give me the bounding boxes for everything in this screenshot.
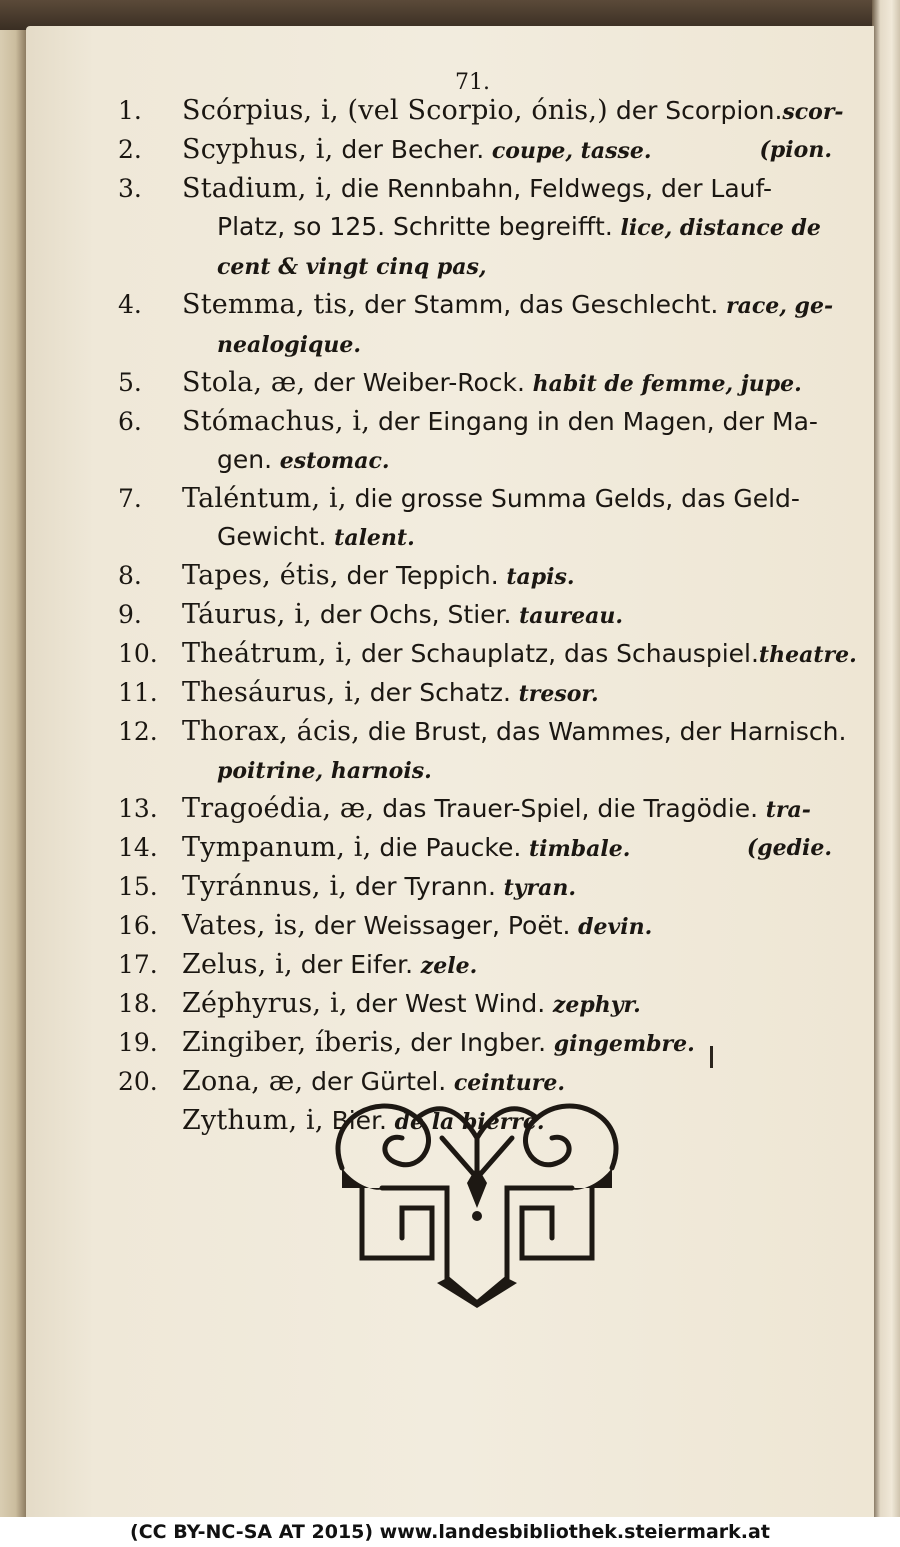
- ornament-vignette-icon: [322, 1078, 632, 1308]
- entry-line: [182, 907, 832, 946]
- entry-number: 4.: [118, 290, 142, 319]
- entry-number: 16.: [118, 911, 158, 940]
- french-translation: lice, distance de: [612, 215, 821, 241]
- french-translation: zephyr.: [545, 992, 641, 1018]
- latin-term: Theátrum, i,: [182, 638, 354, 669]
- french-translation: timbale.: [521, 836, 631, 862]
- entry-number: 6.: [118, 407, 142, 436]
- dictionary-entry: [0, 364, 880, 403]
- dictionary-entry: [0, 403, 880, 480]
- dictionary-entry: [0, 596, 880, 635]
- entry-line: [182, 480, 832, 518]
- french-translation: tapis.: [498, 564, 575, 590]
- latin-term: Zéphyrus, i,: [182, 988, 348, 1019]
- dictionary-entry: [0, 557, 880, 596]
- dictionary-entry: [0, 480, 880, 557]
- entry-number: 11.: [118, 678, 158, 707]
- french-translation: cent & vingt cinq pas,: [217, 254, 487, 280]
- latin-term: Tympanum, i,: [182, 832, 372, 863]
- entry-line: [182, 403, 832, 441]
- german-translation: das Trauer-Spiel, die Tragödie.: [374, 794, 759, 823]
- entry-number: 20.: [118, 1067, 158, 1096]
- vocabulary-list: [0, 92, 880, 1141]
- ink-mark: [710, 1046, 713, 1068]
- entry-line: [182, 286, 832, 325]
- dictionary-entry: [0, 946, 880, 985]
- latin-term: Stadium, i,: [182, 173, 333, 204]
- german-translation: Gewicht.: [217, 522, 327, 551]
- latin-term: Thorax, ácis,: [182, 716, 360, 747]
- latin-term: Zingiber, íberis,: [182, 1027, 403, 1058]
- german-translation: der Schatz.: [361, 678, 511, 707]
- german-translation: der West Wind.: [347, 989, 546, 1018]
- hyphenation-tail: (pion.: [759, 137, 832, 163]
- latin-term: Tyránnus, i,: [182, 871, 348, 902]
- french-translation: race, ge-: [718, 293, 834, 319]
- german-translation: der Eingang in den Magen, der Ma-: [370, 407, 818, 436]
- latin-term: Stemma, tis,: [182, 289, 357, 320]
- entry-continuation-line: [217, 518, 832, 557]
- german-translation: der Scorpion.: [607, 96, 783, 125]
- french-translation: poitrine, harnois.: [217, 758, 432, 784]
- hyphenation-tail: (gedie.: [746, 835, 832, 861]
- german-translation: der Eifer.: [292, 950, 414, 979]
- french-translation: tyran.: [495, 875, 577, 901]
- entry-continuation-line: [217, 441, 832, 480]
- latin-term: Zelus, i,: [182, 949, 293, 980]
- entry-line: [182, 170, 832, 208]
- entry-continuation-line: [217, 247, 832, 286]
- german-translation: der Ingber.: [402, 1028, 547, 1057]
- entry-number: 15.: [118, 872, 158, 901]
- entry-line: [182, 674, 832, 713]
- dictionary-entry: [0, 635, 880, 674]
- french-translation: gingembre.: [546, 1031, 695, 1057]
- latin-term: Vates, is,: [182, 910, 307, 941]
- entry-number: 19.: [118, 1028, 158, 1057]
- copyright-credit: (CC BY-NC-SA AT 2015) www.landesbibliothek.steiermark.at: [0, 1517, 900, 1547]
- german-translation: der Tyrann.: [347, 872, 496, 901]
- entry-number: 3.: [118, 174, 142, 203]
- german-translation: der Gürtel.: [303, 1067, 447, 1096]
- german-translation: gen.: [217, 445, 273, 474]
- entry-number: 12.: [118, 717, 158, 746]
- latin-term: Zona, æ,: [182, 1066, 304, 1097]
- entry-number: 9.: [118, 600, 142, 629]
- entry-line: [182, 946, 832, 985]
- french-translation: zele.: [413, 953, 478, 979]
- french-translation: taureau.: [511, 603, 624, 629]
- latin-term: Zythum, i,: [182, 1105, 324, 1136]
- french-translation: tresor.: [510, 681, 599, 707]
- dictionary-entry: [0, 985, 880, 1024]
- german-translation: der Stamm, das Geschlecht.: [356, 290, 719, 319]
- french-translation: ceinture.: [446, 1070, 566, 1096]
- french-translation: habit de femme, jupe.: [524, 371, 802, 397]
- entry-line: [182, 596, 832, 635]
- dictionary-entry: [0, 868, 880, 907]
- latin-term: Tapes, étis,: [182, 560, 339, 591]
- german-translation: die grosse Summa Gelds, das Geld-: [346, 484, 800, 513]
- dictionary-entry: [0, 170, 880, 286]
- dictionary-entry: [0, 92, 880, 131]
- french-translation: talent.: [326, 525, 415, 551]
- entry-number: 14.: [118, 833, 158, 862]
- german-translation: die Rennbahn, Feldwegs, der Lauf-: [332, 174, 772, 203]
- entry-line: [182, 713, 847, 751]
- dictionary-entry: [0, 1024, 880, 1063]
- entry-line: [182, 868, 832, 907]
- french-translation: estomac.: [272, 448, 390, 474]
- french-translation: nealogique.: [217, 332, 362, 358]
- entry-line: [182, 635, 857, 674]
- german-translation: die Paucke.: [371, 833, 522, 862]
- latin-term: Tragoédia, æ,: [182, 793, 375, 824]
- page-number: 71.: [455, 70, 490, 95]
- entry-line: [182, 829, 832, 868]
- latin-term: Scyphus, i,: [182, 134, 334, 165]
- entry-number: 2.: [118, 135, 142, 164]
- entry-number: 18.: [118, 989, 158, 1018]
- entry-number: 17.: [118, 950, 158, 979]
- german-translation: Platz, so 125. Schritte begreifft.: [217, 212, 613, 241]
- entry-line: [182, 364, 832, 403]
- entry-line: [182, 985, 832, 1024]
- german-translation: der Weiber-Rock.: [305, 368, 525, 397]
- french-translation: scor-: [782, 99, 844, 125]
- entry-continuation-line: [217, 208, 832, 247]
- dictionary-entry: [0, 131, 880, 170]
- german-translation: die Brust, das Wammes, der Harnisch.: [359, 717, 847, 746]
- latin-term: Taléntum, i,: [182, 483, 347, 514]
- entry-number: 13.: [118, 794, 158, 823]
- german-translation: der Ochs, Stier.: [311, 600, 512, 629]
- entry-line: [182, 557, 832, 596]
- german-translation: Bier.: [323, 1106, 387, 1135]
- entry-number: 10.: [118, 639, 158, 668]
- german-translation: der Becher.: [333, 135, 485, 164]
- french-translation: de la bierre.: [387, 1109, 545, 1135]
- entry-continuation-line: [217, 325, 832, 364]
- dictionary-entry: [0, 674, 880, 713]
- latin-term: Táurus, i,: [182, 599, 312, 630]
- entry-line: [182, 92, 844, 131]
- entry-number: 8.: [118, 561, 142, 590]
- french-translation: devin.: [570, 914, 653, 940]
- dictionary-entry: [0, 286, 880, 364]
- entry-line: [182, 131, 832, 170]
- french-translation: tra-: [758, 797, 811, 823]
- german-translation: der Schauplatz, das Schauspiel.: [353, 639, 759, 668]
- latin-term: Stómachus, i,: [182, 406, 371, 437]
- dictionary-entry: [0, 907, 880, 946]
- french-translation: theatre.: [758, 642, 857, 668]
- entry-number: 7.: [118, 484, 142, 513]
- latin-term: Scórpius, i, (vel Scorpio, ónis,): [182, 95, 608, 126]
- german-translation: der Teppich.: [338, 561, 499, 590]
- entry-line: [182, 790, 832, 829]
- dictionary-entry: [0, 713, 880, 790]
- entry-line: [182, 1024, 832, 1063]
- entry-number: 1.: [118, 96, 142, 125]
- entry-number: 5.: [118, 368, 142, 397]
- entry-continuation-line: [217, 751, 832, 790]
- dictionary-entry: [0, 790, 880, 829]
- latin-term: Thesáurus, i,: [182, 677, 362, 708]
- french-translation: coupe, tasse.: [484, 138, 652, 164]
- german-translation: der Weissager, Poët.: [306, 911, 571, 940]
- dictionary-entry: [0, 829, 880, 868]
- latin-term: Stola, æ,: [182, 367, 306, 398]
